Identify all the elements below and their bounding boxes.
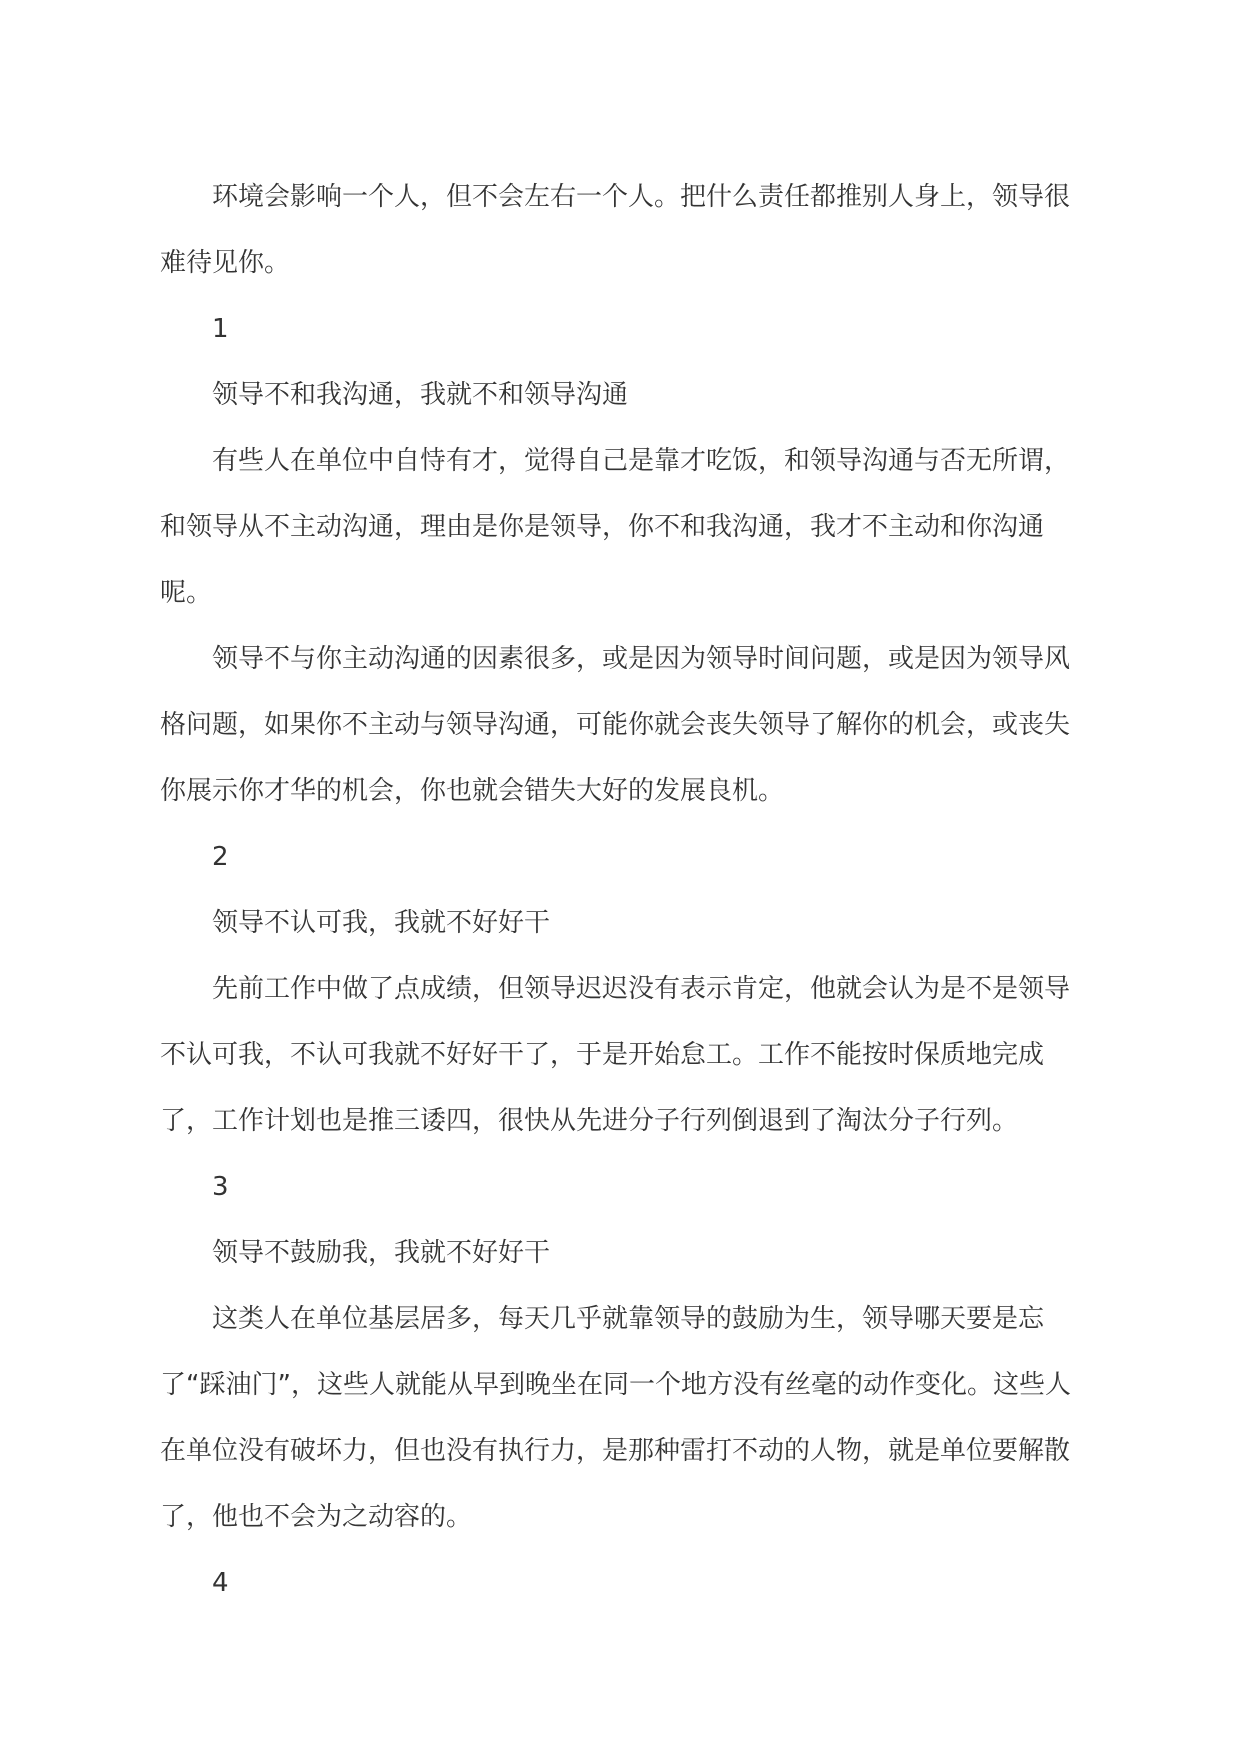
section-heading-3: 领导不鼓励我，我就不好好干: [212, 1238, 551, 1268]
section-heading-2: 领导不认可我，我就不好好干: [212, 908, 551, 938]
section-3-paragraph-1: 这类人在单位基层居多，每天几乎就靠领导的鼓励为生，领导哪天要是忘了“踩油门”，这些人就能从早到晚坐在同一个地方没有丝毫的动作变化。这些人在单位没有破坏力，但也没有执行力，是那种雷打不动的人物，就是单位要解散了，他也不会为之动容的。: [160, 1304, 1071, 1532]
section-number-1: 1: [212, 314, 229, 344]
document-page: [160, 164, 1080, 1616]
section-number-4: 4: [212, 1568, 229, 1598]
section-number-2: 2: [212, 842, 229, 872]
section-2-paragraph-1: 先前工作中做了点成绩，但领导迟迟没有表示肯定，他就会认为是不是领导不认可我，不认可我就不好好干了，于是开始怠工。工作不能按时保质地完成了，工作计划也是推三诿四，很快从先进分子行列倒退到了淘汰分子行列。: [160, 974, 1071, 1136]
intro-paragraph: 环境会影响一个人，但不会左右一个人。把什么责任都推别人身上，领导很难待见你。: [160, 182, 1071, 278]
section-number-3: 3: [212, 1172, 229, 1202]
section-1-paragraph-1: 有些人在单位中自恃有才，觉得自己是靠才吃饭，和领导沟通与否无所谓，和领导从不主动沟通，理由是你是领导，你不和我沟通，我才不主动和你沟通呢。: [160, 446, 1071, 608]
section-1-paragraph-2: 领导不与你主动沟通的因素很多，或是因为领导时间问题，或是因为领导风格问题，如果你不主动与领导沟通，可能你就会丧失领导了解你的机会，或丧失你展示你才华的机会，你也就会错失大好的发展良机。: [160, 644, 1071, 806]
section-heading-1: 领导不和我沟通，我就不和领导沟通: [212, 380, 629, 410]
